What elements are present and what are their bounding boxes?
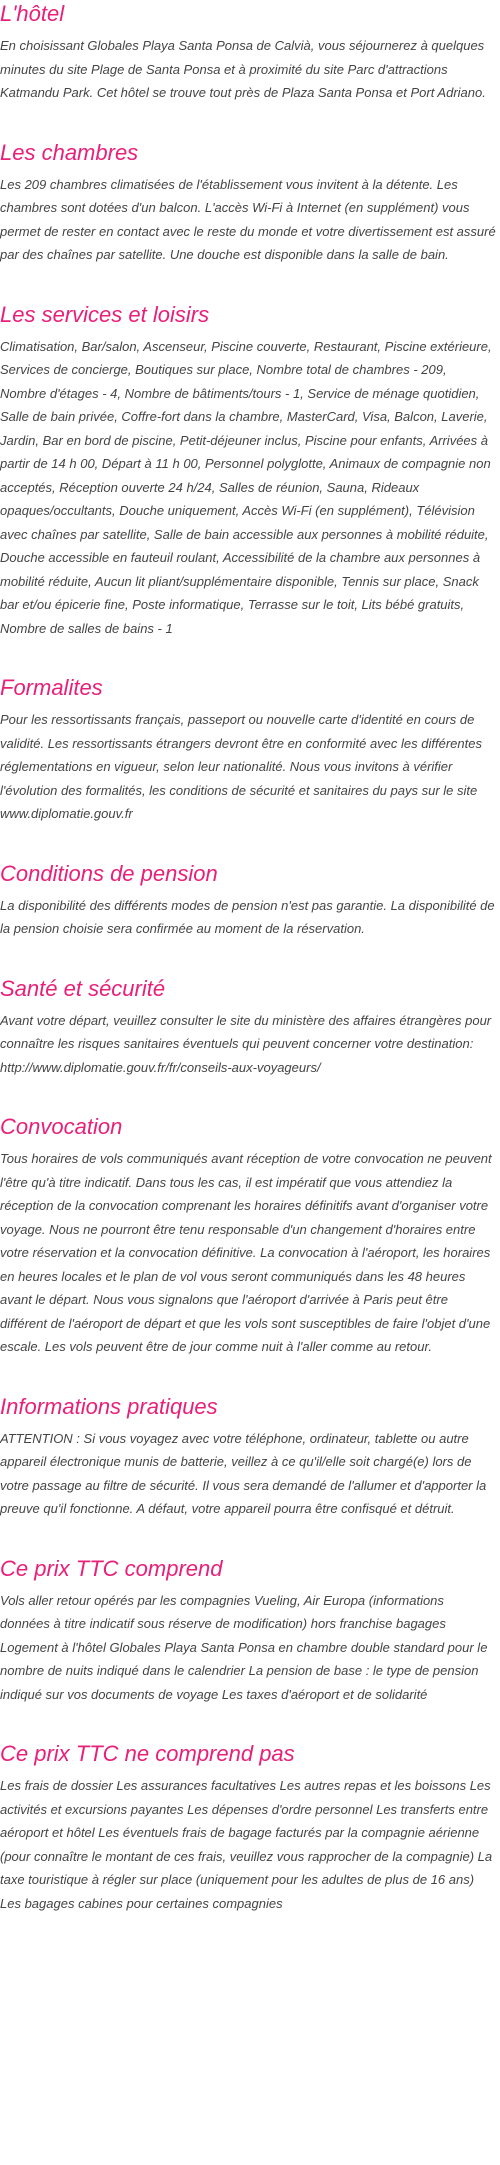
section-title-board-conditions: Conditions de pension: [0, 860, 218, 886]
section-body-practical-info: ATTENTION : Si vous voyagez avec votre téléphone, ordinateur, tablette ou autre appareil électronique munis de batterie, veillez à ce qu'il/elle soit chargé(e) lors de votre passage au filtre de sécurité. Il vous sera demandé de l'allumer et d'apporter la preuve qu'il fonctionne. A défaut, votre appareil pourra être confisqué et détruit.: [0, 1430, 487, 1516]
section-body-hotel: En choisissant Globales Playa Santa Ponsa de Calvià, vous séjournerez à quelques minutes du site Plage de Santa Ponsa et à proximité du site Parc d'attractions Katmandu Park. Cet hôtel se trouve tout près de Plaza Santa Ponsa et Port Adriano.: [0, 38, 486, 100]
section-title-practical-info: Informations pratiques: [0, 1393, 218, 1419]
section-body-board-conditions: La disponibilité des différents modes de pension n'est pas garantie. La disponibilité de la pension choisie sera confirmée au moment de la réservation.: [0, 897, 495, 936]
section-rooms: [0, 135, 496, 267]
section-title-rooms: Les chambres: [0, 139, 139, 165]
section-title-health-safety: Santé et sécurité: [0, 975, 166, 1001]
section-title-hotel: L'hôtel: [0, 1, 65, 26]
section-formalities: [0, 670, 496, 826]
section-title-convocation: Convocation: [0, 1114, 123, 1139]
section-health-safety: [0, 971, 496, 1080]
section-price-includes: [0, 1551, 496, 1707]
section-board-conditions: [0, 856, 496, 941]
section-body-health-safety: Avant votre départ, veuillez consulter le site du ministère des affaires étrangères pour connaître les risques sanitaires éventuels qui peuvent concerner votre destination: http://www.diplomatie.gouv.fr/fr/conseils-aux-voyageurs/: [0, 1012, 492, 1075]
section-convocation: [0, 1109, 496, 1359]
section-body-price-excludes: Les frais de dossier Les assurances facultatives Les autres repas et les boissons Les activités et excursions payantes Les dépenses d'ordre personnel Les transferts entre aéroport et hôtel Les éventuels frais de bagage facturés par la compagnie aérienne (pour connaître le montant de ces frais, veuillez vous rapprocher de la compagnie) La taxe touristique à régler sur place (uniquement pour les adultes de plus de 16 ans) Les bagages cabines pour certaines compagnies: [0, 1778, 493, 1911]
section-title-formalities: Formalites: [0, 675, 103, 700]
section-body-services: Climatisation, Bar/salon, Ascenseur, Piscine couverte, Restaurant, Piscine extérieure, Services de concierge, Boutiques sur place, Nombre total de chambres - 209, Nombre d'étages - 4, Nombre de bâtiments/tours - 1, Service de ménage quotidien, Salle de bain privée, Coffre-fort dans la chambre, MasterCard, Visa, Balcon, Laverie, Jardin, Bar en bord de piscine, Petit-déjeuner inclus, Piscine pour enfants, Arrivées à partir de 14 h 00, Départ à 11 h 00, Personnel polyglotte, Animaux de compagnie non acceptés, Réception ouverte 24 h/24, Salles de réunion, Sauna, Rideaux opaques/occultants, Douche uniquement, Accès Wi-Fi (en supplément), Télévision avec chaînes par satellite, Salle de bain accessible aux personnes à mobilité réduite, Douche accessible en fauteuil roulant, Accessibilité de la chambre aux personnes à mobilité réduite, Aucun lit pliant/supplémentaire disponible, Tennis sur place, Snack bar et/ou épicerie fine, Poste informatique, Terrasse sur le toit, Lits bébé gratuits, Nombre de salles de bains - 1: [0, 338, 492, 636]
section-practical-info: [0, 1389, 496, 1521]
section-title-price-excludes: Ce prix TTC ne comprend pas: [0, 1741, 295, 1766]
section-title-price-includes: Ce prix TTC comprend: [0, 1555, 223, 1581]
section-body-convocation: Tous horaires de vols communiqués avant réception de votre convocation ne peuvent l'être qu'à titre indicatif. Dans tous les cas, il est impératif que vous attendiez la réception de la convocation comprenant les horaires définitifs avant d'organiser votre voyage. Nous ne pourront être tenu responsable d'un changement d'horaires entre votre réservation et la convocation définitive. La convocation à l'aéroport, les horaires en heures locales et le plan de vol vous seront communiqués dans les 48 heures avant le départ. Nous vous signalons que l'aéroport d'arrivée à Paris peut être différent de l'aéroport de départ et que les vols sont susceptibles de faire l'objet d'une escale. Les vols peuvent être de jour comme nuit à l'aller comme au retour.: [0, 1151, 492, 1354]
section-hotel: [0, 0, 496, 105]
section-services: [0, 297, 496, 641]
section-price-excludes: [0, 1736, 496, 1915]
section-title-services: Les services et loisirs: [0, 301, 210, 327]
section-body-formalities: Pour les ressortissants français, passeport ou nouvelle carte d'identité en cours de validité. Les ressortissants étrangers devront être en conformité avec les différentes réglementations en vigueur, selon leur nationalité. Nous vous invitons à vérifier l'évolution des formalités, les conditions de sécurité et sanitaires du pays sur le site www.diplomatie.gouv.fr: [0, 712, 482, 821]
section-body-price-includes: Vols aller retour opérés par les compagnies Vueling, Air Europa (informations données à titre indicatif sous réserve de modification) hors franchise bagages Logement à l'hôtel Globales Playa Santa Ponsa en chambre double standard pour le nombre de nuits indiqué dans le calendrier La pension de base : le type de pension indiqué sur vos documents de voyage Les taxes d'aéroport et de solidarité: [0, 1592, 488, 1702]
section-body-rooms: Les 209 chambres climatisées de l'établissement vous invitent à la détente. Les chambres sont dotées d'un balcon. L'accès Wi-Fi à Internet (en supplément) vous permet de rester en contact avec le reste du monde et votre divertissement est assuré par des chaînes par satellite. Une douche est disponible dans la salle de bain.: [0, 176, 496, 262]
